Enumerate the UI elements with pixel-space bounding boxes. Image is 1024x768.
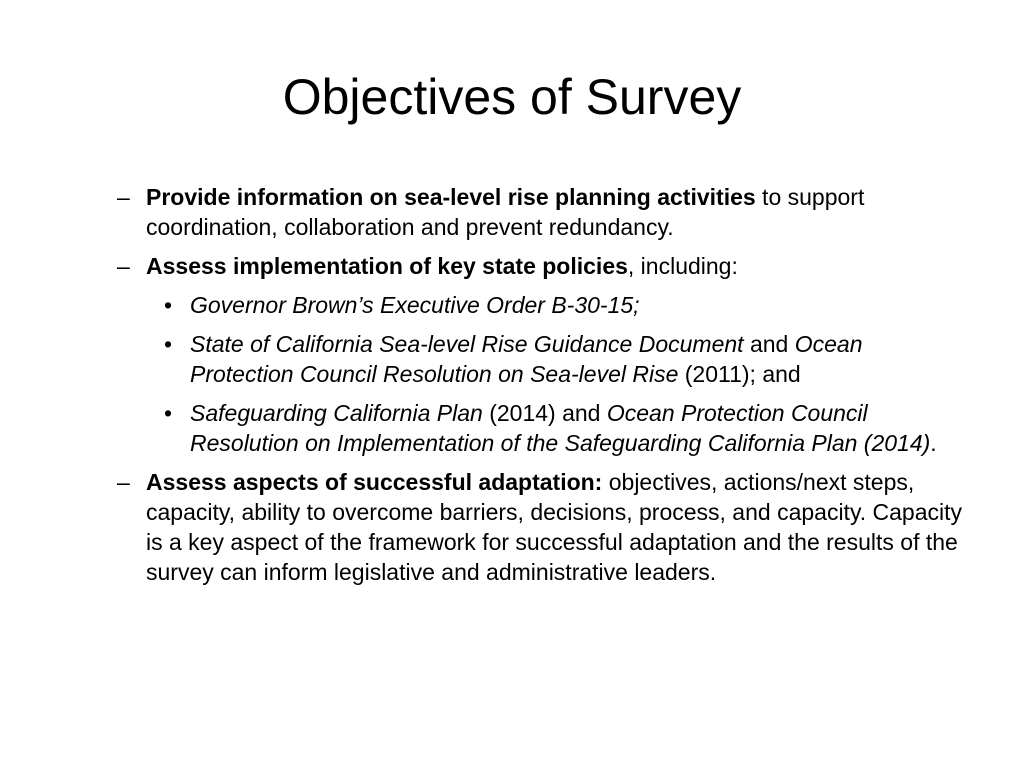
list-item [117,182,967,242]
sub-item-text: (2011); and [678,361,801,387]
bullet-marker: • [164,400,173,426]
item-text: to support coordination, collaboration and prevent redundancy. [146,184,865,240]
bullet-marker: • [164,292,173,318]
sub-item-text: . [930,430,937,456]
sub-item-text: and [743,331,795,357]
dash-marker: – [117,253,130,279]
sub-item-italic-text: Governor Brown’s Executive Order B-30-15; [190,292,640,318]
item-bold-text: Assess aspects of successful adaptation: [146,469,603,495]
item-bold-text: Provide information on sea-level rise planning activities [146,184,756,210]
slide-title: Objectives of Survey [282,69,742,125]
sub-list-item [117,398,967,458]
item-bold-text: Assess implementation of key state policies [146,253,628,279]
item-text: objectives, actions/next steps, capacity, ability to overcome barriers, decisions, process, and capacity. Capacity is a key aspect of the framework for successful adaptation and the results of the survey can inform legislative and administrative leaders. [146,469,963,585]
item-text: , including: [627,253,738,279]
list-item [117,467,967,587]
list-item [117,251,967,281]
sub-item-text: (2014) and [482,400,607,426]
bullet-marker: • [164,331,173,357]
sub-list-item [117,329,967,389]
slide-body [117,182,967,596]
sub-item-italic-text: Ocean Protection Council Resolution on Implementation of the Safeguarding California Plan (2014) [190,400,931,456]
dash-marker: – [117,184,130,210]
sub-list-item [117,290,967,320]
dash-marker: – [117,469,130,495]
sub-item-italic-text: State of California Sea-level Rise Guidance Document [190,331,744,357]
sub-item-italic-text: Safeguarding California Plan [190,400,483,426]
sub-item-italic-text: Ocean Protection Council Resolution on Sea-level Rise [190,331,863,387]
